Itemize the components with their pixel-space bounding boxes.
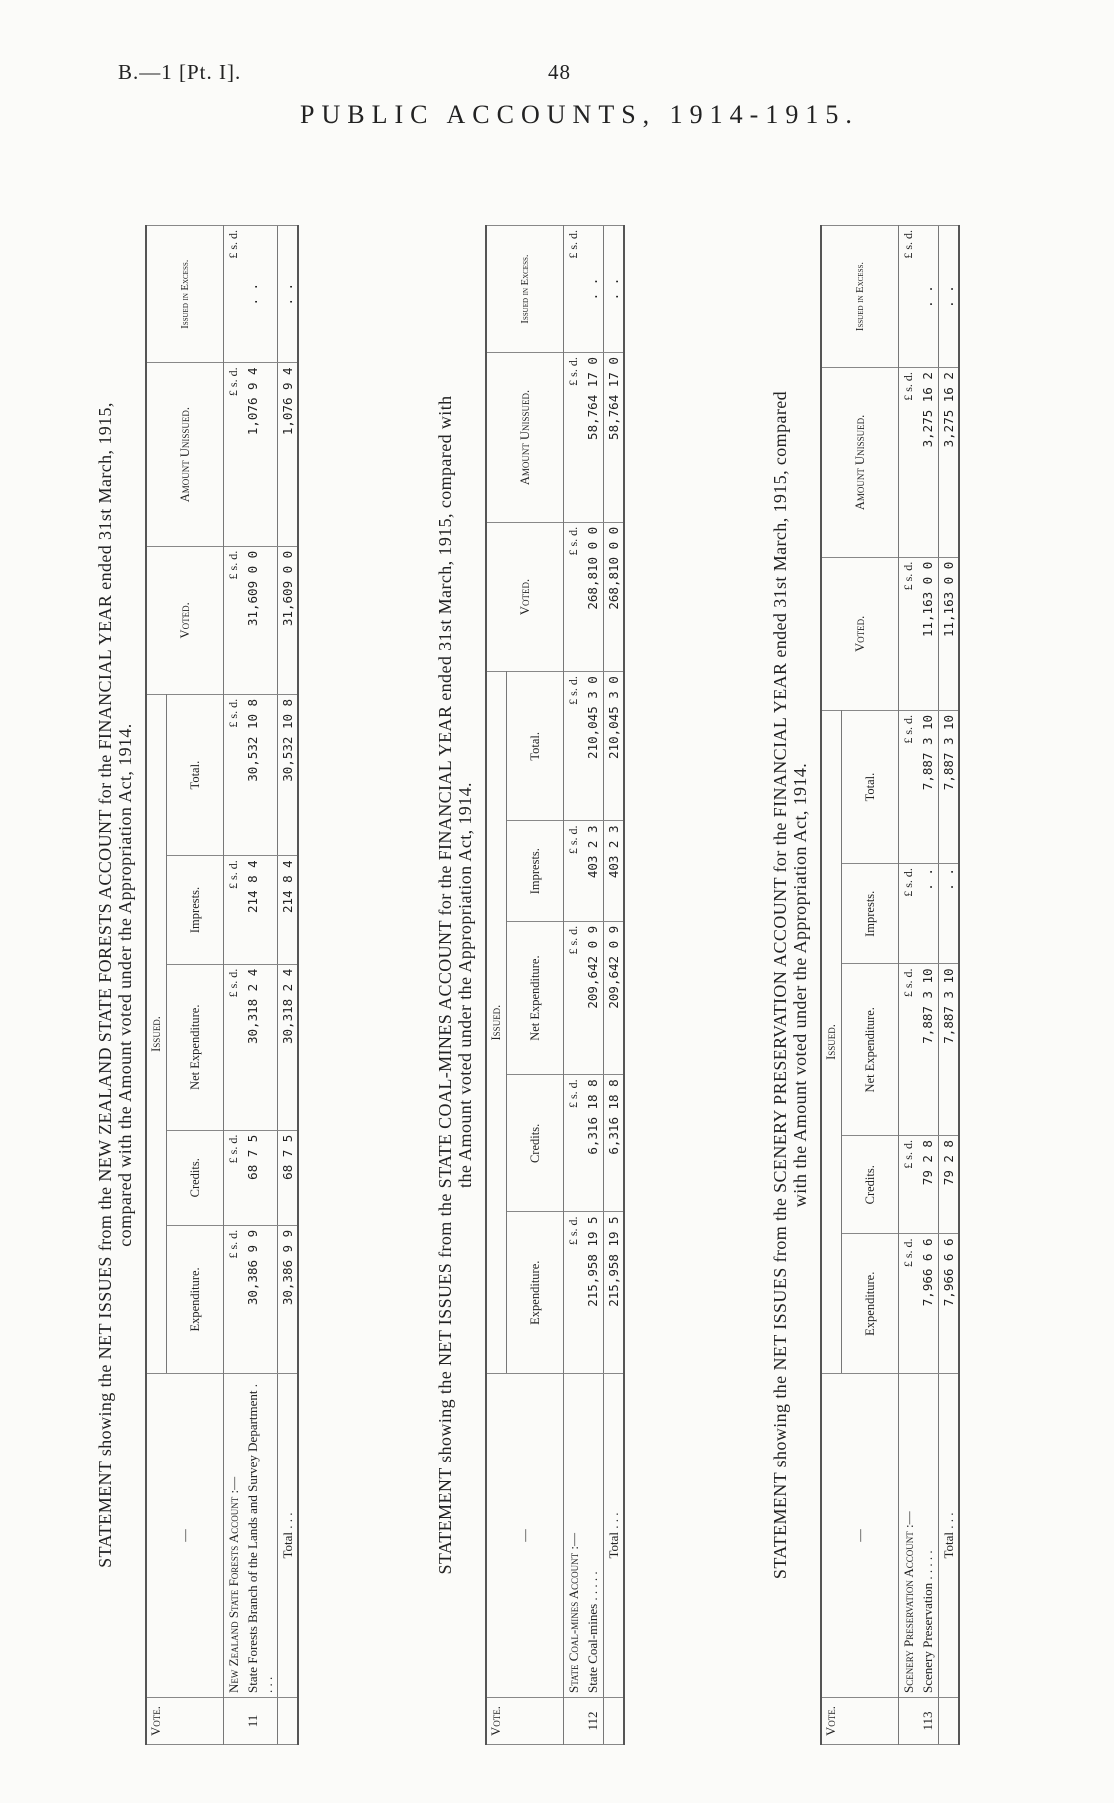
total-total: 210,045 3 0 bbox=[604, 672, 625, 821]
document-code: B.—1 [Pt. I]. bbox=[118, 60, 242, 84]
units-label: £ s. d. bbox=[224, 1225, 244, 1373]
units-label: £ s. d. bbox=[224, 694, 244, 855]
issued-header: Issued. bbox=[486, 672, 507, 1374]
total-voted: 31,609 0 0 bbox=[278, 546, 299, 694]
total-header: Total. bbox=[842, 710, 899, 863]
issued-header: Issued. bbox=[821, 710, 842, 1373]
total-expenditure: 215,958 19 5 bbox=[604, 1212, 625, 1374]
total-cell: 7,887 3 10 bbox=[918, 710, 939, 863]
total-cell: 30,532 10 8 bbox=[243, 694, 278, 855]
units-label: £ s. d. bbox=[899, 1234, 919, 1374]
description-header: — bbox=[146, 1374, 224, 1698]
statement-table bbox=[485, 225, 625, 1745]
total-issued-in-excess: . . bbox=[939, 226, 960, 368]
imprests-cell: 214 8 4 bbox=[243, 856, 278, 964]
credits-header: Credits. bbox=[507, 1075, 564, 1212]
issued-header: Issued. bbox=[146, 694, 167, 1373]
total-label: Total . . . bbox=[939, 1374, 960, 1698]
expenditure-cell: 215,958 19 5 bbox=[583, 1212, 604, 1374]
vote-header: Vote. bbox=[821, 1698, 899, 1745]
units-label: £ s. d. bbox=[899, 964, 919, 1136]
caption-line-1: STATEMENT showing the NET ISSUES from the NEW ZEALAND STATE FORESTS ACCOUNT for the FINANCIAL YEAR ended 31st March, 1915, bbox=[95, 402, 115, 1568]
total-net-expenditure: 7,887 3 10 bbox=[939, 964, 960, 1136]
table-row bbox=[918, 226, 939, 1745]
imprests-header: Imprests. bbox=[507, 821, 564, 921]
voted-cell: 31,609 0 0 bbox=[243, 546, 278, 694]
amount-unissued-cell: 1,076 9 4 bbox=[243, 363, 278, 546]
vote-header: Vote. bbox=[146, 1698, 224, 1745]
account-heading: New Zealand State Forests Account :— bbox=[224, 1374, 244, 1698]
total-amount-unissued: 3,275 16 2 bbox=[939, 368, 960, 558]
units-row bbox=[899, 226, 919, 1745]
row-description: State Coal-mines . . . . . bbox=[583, 1374, 604, 1698]
table-row bbox=[243, 226, 278, 1745]
total-total: 30,532 10 8 bbox=[278, 694, 299, 855]
credits-header: Credits. bbox=[842, 1136, 899, 1234]
total-credits: 6,316 18 8 bbox=[604, 1075, 625, 1212]
total-voted: 11,163 0 0 bbox=[939, 557, 960, 710]
units-label: £ s. d. bbox=[224, 856, 244, 964]
units-label: £ s. d. bbox=[224, 226, 244, 363]
imprests-cell: 403 2 3 bbox=[583, 821, 604, 921]
amount-unissued-cell: 3,275 16 2 bbox=[918, 368, 939, 558]
statement-2 bbox=[435, 225, 625, 1745]
issued-in-excess-header: Issued in Excess. bbox=[486, 226, 564, 353]
units-label: £ s. d. bbox=[899, 864, 919, 964]
statement-table bbox=[145, 225, 299, 1745]
issued-in-excess-header: Issued in Excess. bbox=[821, 226, 899, 368]
units-label: £ s. d. bbox=[224, 546, 244, 694]
total-credits: 68 7 5 bbox=[278, 1130, 299, 1225]
units-row bbox=[224, 226, 244, 1745]
issued-in-excess-cell: . . bbox=[243, 226, 278, 363]
imprests-header: Imprests. bbox=[842, 864, 899, 964]
total-header: Total. bbox=[167, 694, 224, 855]
net-expenditure-cell: 209,642 0 9 bbox=[583, 921, 604, 1075]
account-heading: State Coal-mines Account :— bbox=[564, 1374, 584, 1698]
total-label: Total . . . bbox=[604, 1374, 625, 1698]
units-label: £ s. d. bbox=[899, 368, 919, 558]
units-label: £ s. d. bbox=[899, 1136, 919, 1234]
credits-cell: 79 2 8 bbox=[918, 1136, 939, 1234]
units-label: £ s. d. bbox=[564, 1075, 584, 1212]
account-heading: Scenery Preservation Account :— bbox=[899, 1374, 919, 1698]
expenditure-header: Expenditure. bbox=[507, 1212, 564, 1374]
total-issued-in-excess: . . bbox=[604, 226, 625, 353]
units-label: £ s. d. bbox=[224, 964, 244, 1130]
total-imprests: 403 2 3 bbox=[604, 821, 625, 921]
description-header: — bbox=[486, 1374, 564, 1698]
vote-number: 113 bbox=[918, 1698, 939, 1745]
total-amount-unissued: 58,764 17 0 bbox=[604, 353, 625, 523]
net-expenditure-header: Net Expenditure. bbox=[507, 921, 564, 1075]
expenditure-cell: 30,386 9 9 bbox=[243, 1225, 278, 1373]
expenditure-header: Expenditure. bbox=[167, 1225, 224, 1373]
page-title: PUBLIC ACCOUNTS, 1914-1915. bbox=[300, 100, 859, 129]
total-row bbox=[939, 226, 960, 1745]
units-label: £ s. d. bbox=[224, 1130, 244, 1225]
credits-cell: 68 7 5 bbox=[243, 1130, 278, 1225]
expenditure-header: Expenditure. bbox=[842, 1234, 899, 1374]
total-header: Total. bbox=[507, 672, 564, 821]
total-imprests: . . bbox=[939, 864, 960, 964]
credits-cell: 6,316 18 8 bbox=[583, 1075, 604, 1212]
units-label: £ s. d. bbox=[899, 226, 919, 368]
total-row bbox=[278, 226, 299, 1745]
net-expenditure-cell: 30,318 2 4 bbox=[243, 964, 278, 1130]
vote-number: 11 bbox=[243, 1698, 278, 1745]
units-label: £ s. d. bbox=[564, 672, 584, 821]
total-expenditure: 7,966 6 6 bbox=[939, 1234, 960, 1374]
amount-unissued-header: Amount Unissued. bbox=[146, 363, 224, 546]
imprests-cell: . . bbox=[918, 864, 939, 964]
statement-caption bbox=[435, 225, 475, 1745]
net-expenditure-header: Net Expenditure. bbox=[167, 964, 224, 1130]
statement-caption bbox=[95, 225, 135, 1745]
caption-line-2: compared with the Amount voted under the Appropriation Act, 1914. bbox=[115, 723, 135, 1247]
row-description: State Forests Branch of the Lands and Survey Department . . . . bbox=[243, 1374, 278, 1698]
vote-number: 112 bbox=[583, 1698, 604, 1745]
units-label: £ s. d. bbox=[564, 821, 584, 921]
total-cell: 210,045 3 0 bbox=[583, 672, 604, 821]
total-net-expenditure: 30,318 2 4 bbox=[278, 964, 299, 1130]
total-total: 7,887 3 10 bbox=[939, 710, 960, 863]
voted-header: Voted. bbox=[486, 522, 564, 671]
units-row bbox=[564, 226, 584, 1745]
total-voted: 268,810 0 0 bbox=[604, 522, 625, 671]
units-label: £ s. d. bbox=[564, 226, 584, 353]
expenditure-cell: 7,966 6 6 bbox=[918, 1234, 939, 1374]
units-label: £ s. d. bbox=[224, 363, 244, 546]
caption-line-1: STATEMENT showing the NET ISSUES from the SCENERY PRESERVATION ACCOUNT for the FINANCIAL YEAR ended 31st March, 1915, compared bbox=[770, 390, 790, 1580]
total-credits: 79 2 8 bbox=[939, 1136, 960, 1234]
issued-in-excess-cell: . . bbox=[583, 226, 604, 353]
caption-line-2: with the Amount voted under the Appropriation Act, 1914. bbox=[790, 762, 810, 1208]
units-label: £ s. d. bbox=[899, 557, 919, 710]
units-label: £ s. d. bbox=[564, 921, 584, 1075]
caption-line-1: STATEMENT showing the NET ISSUES from the STATE COAL-MINES ACCOUNT for the FINANCIAL YEAR ended 31st March, 1915, compared with bbox=[435, 395, 455, 1575]
units-label: £ s. d. bbox=[564, 522, 584, 671]
net-expenditure-cell: 7,887 3 10 bbox=[918, 964, 939, 1136]
total-net-expenditure: 209,642 0 9 bbox=[604, 921, 625, 1075]
imprests-header: Imprests. bbox=[167, 856, 224, 964]
page-number: 48 bbox=[548, 60, 571, 84]
amount-unissued-header: Amount Unissued. bbox=[486, 353, 564, 523]
total-amount-unissued: 1,076 9 4 bbox=[278, 363, 299, 546]
table-row bbox=[583, 226, 604, 1745]
issued-in-excess-cell: . . bbox=[918, 226, 939, 368]
description-header: — bbox=[821, 1374, 899, 1698]
caption-line-2: the Amount voted under the Appropriation Act, 1914. bbox=[455, 782, 475, 1188]
issued-in-excess-header: Issued in Excess. bbox=[146, 226, 224, 363]
voted-header: Voted. bbox=[821, 557, 899, 710]
amount-unissued-header: Amount Unissued. bbox=[821, 368, 899, 558]
net-expenditure-header: Net Expenditure. bbox=[842, 964, 899, 1136]
statement-1 bbox=[95, 225, 299, 1745]
total-row bbox=[604, 226, 625, 1745]
units-label: £ s. d. bbox=[564, 1212, 584, 1374]
units-label: £ s. d. bbox=[564, 353, 584, 523]
voted-header: Voted. bbox=[146, 546, 224, 694]
voted-cell: 11,163 0 0 bbox=[918, 557, 939, 710]
units-label: £ s. d. bbox=[899, 710, 919, 863]
amount-unissued-cell: 58,764 17 0 bbox=[583, 353, 604, 523]
total-imprests: 214 8 4 bbox=[278, 856, 299, 964]
row-description: Scenery Preservation . . . . . bbox=[918, 1374, 939, 1698]
statement-table bbox=[820, 225, 960, 1745]
total-issued-in-excess: . . bbox=[278, 226, 299, 363]
voted-cell: 268,810 0 0 bbox=[583, 522, 604, 671]
total-label: Total . . . bbox=[278, 1374, 299, 1698]
statement-3 bbox=[770, 225, 960, 1745]
total-expenditure: 30,386 9 9 bbox=[278, 1225, 299, 1373]
statement-caption bbox=[770, 225, 810, 1745]
credits-header: Credits. bbox=[167, 1130, 224, 1225]
vote-header: Vote. bbox=[486, 1698, 564, 1745]
